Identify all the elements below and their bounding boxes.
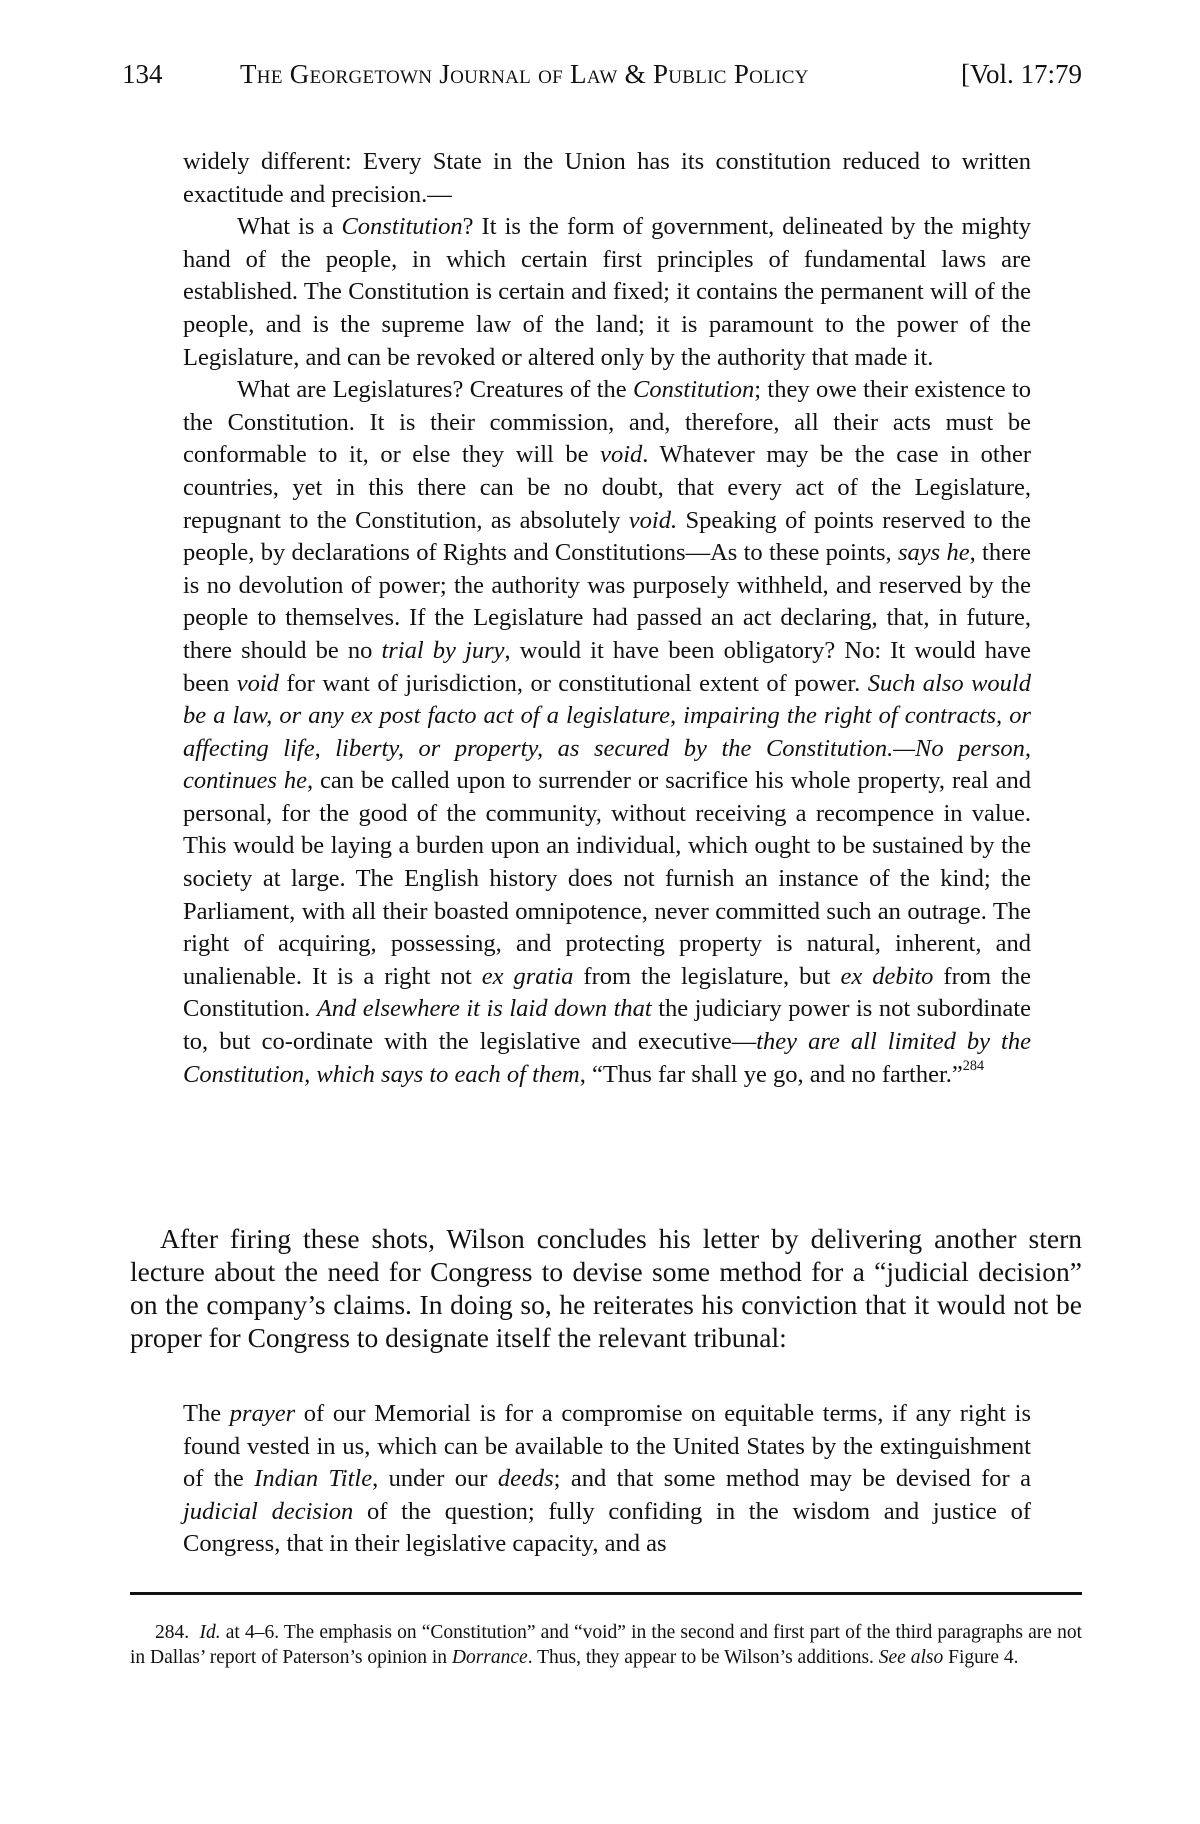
text-run: , can be called upon to surrender or sacrifice his whole property, real and personal, for the good of the community, without receiving a recompence in value. This would be laying a burden upon an individual, which ought to be sustained by the society at large. The English history does not furnish an instance of the kind; the Parliament, with all their boasted omnipotence, never committed such an outrage. The right of acquiring, possessing, and protecting property is natural, inherent, and unalienable. It is a right not	[183, 767, 1031, 990]
italic-text: they are all limited by the Constitution, which says to each of them	[183, 1028, 1031, 1088]
italic-text: deeds	[497, 1465, 554, 1493]
text-run: , “Thus far shall ye go, and no farther.”	[579, 1060, 963, 1088]
text-run: , would it have been obligatory? No: It would have been	[183, 636, 1031, 697]
text-run: from the legislature, but	[573, 962, 841, 990]
italic-text: prayer	[229, 1400, 296, 1427]
italic-text: void	[600, 441, 643, 469]
italic-text: Dorrance	[451, 1647, 528, 1668]
quote-paragraph	[183, 211, 1031, 374]
italic-text: Constitution	[633, 376, 755, 404]
italic-text: void	[236, 669, 279, 697]
italic-text: Constitution	[341, 213, 463, 241]
text-run: for want of jurisdiction, or constitutional extent of power.	[278, 669, 868, 697]
footnote-reference: 284	[962, 1057, 985, 1074]
text-run: widely different: Every State in the Union has its constitution reduced to written exactitude and precision.—	[183, 148, 1031, 208]
italic-text: Indian Title	[254, 1465, 373, 1493]
text-run: of the question; fully confiding in the wisdom and justice of Congress, that in their legislative capacity, and as	[183, 1497, 1032, 1558]
text-run: The	[183, 1400, 230, 1427]
journal-title: The Georgetown Journal of Law & Public Policy	[240, 59, 809, 89]
italic-text: And elsewhere it is laid down that	[316, 995, 652, 1023]
italic-text: says he	[897, 539, 970, 567]
text-run: the judiciary power is not subordinate to, but co-ordinate with the legislative and executive—	[183, 995, 1031, 1056]
text-run: from the Constitution.	[183, 962, 1031, 1023]
running-header	[122, 56, 1082, 92]
text-run: ? It is the form of government, delineated by the mighty hand of the people, in which certain first principles of fundamental laws are established. The Constitution is certain and fixed; it contains the permanent will of the people, and is the supreme law of the land; it is paramount to the power of the Legislature, and can be revoked or altered only by the authority that made it.	[183, 213, 1032, 371]
text-run: , under our	[372, 1465, 498, 1493]
text-run: ; and that some method may be devised for a	[553, 1465, 1031, 1493]
volume-citation: [Vol. 17:79	[960, 59, 1082, 89]
page-number: 134	[122, 59, 163, 89]
text-run: . Thus, they appear to be Wilson’s additions.	[527, 1647, 879, 1668]
quote-paragraph	[183, 1398, 1031, 1561]
text-run: 284.	[155, 1622, 200, 1643]
italic-text: void.	[628, 506, 678, 534]
text-run: What are Legislatures? Creatures of the	[237, 376, 634, 404]
text-run: , there is no devolution of power; the authority was purposely withheld, and reserved by the people to themselves. If the Legislature had passed an act declaring, that, in future, there should be no	[183, 539, 1031, 664]
italic-text: Id.	[199, 1622, 221, 1643]
text-run: ; they owe their existence to the Constitution. It is their commission, and, therefore, all their acts must be conformable to it, or else they will be	[183, 376, 1031, 469]
text-run: at 4–6. The emphasis on “Constitution” and “void” in the second and first part of the third paragraphs are not in Dallas’ report of Paterson’s opinion in	[130, 1622, 1083, 1668]
italic-text: Such also would be a law, or any ex post facto act of a legislature, impairing the right of contracts, or affecting life, liberty, or property, as secured by the Constitution.—No person, continues he	[183, 669, 1031, 795]
block-quote-1	[183, 146, 1031, 1091]
italic-text: ex gratia	[481, 962, 574, 990]
text-run: . Whatever may be the case in other countries, yet in this there can be no doubt, that every act of the Legislature, repugnant to the Constitution, as absolutely	[183, 441, 1031, 534]
quote-paragraph	[183, 374, 1031, 1091]
block-quote-2	[183, 1398, 1031, 1561]
text-run: of our Memorial is for a compromise on equitable terms, if any right is found vested in us, which can be available to the United States by the extinguishment of the	[183, 1400, 1031, 1493]
italic-text: trial by jury	[381, 636, 505, 664]
text-run: After firing these shots, Wilson concludes his letter by delivering another stern lecture about the need for Congress to devise some method for a “judicial decision” on the company’s claims. In doing so, he reiterates his conviction that it would not be proper for Congress to designate itself the relevant tribunal:	[130, 1223, 1082, 1353]
body-paragraph	[130, 1222, 1082, 1354]
quote-paragraph	[183, 146, 1031, 211]
italic-text: See also	[878, 1647, 944, 1668]
footnote-284	[130, 1620, 1082, 1670]
footnote-divider	[130, 1592, 1082, 1595]
italic-text: ex debito	[840, 962, 934, 990]
italic-text: judicial decision	[183, 1497, 354, 1525]
text-run: What is a	[237, 213, 342, 241]
text-run: Figure 4.	[943, 1647, 1019, 1668]
text-run: Speaking of points reserved to the people, by declarations of Rights and Constitutions—As to these points,	[183, 506, 1031, 567]
